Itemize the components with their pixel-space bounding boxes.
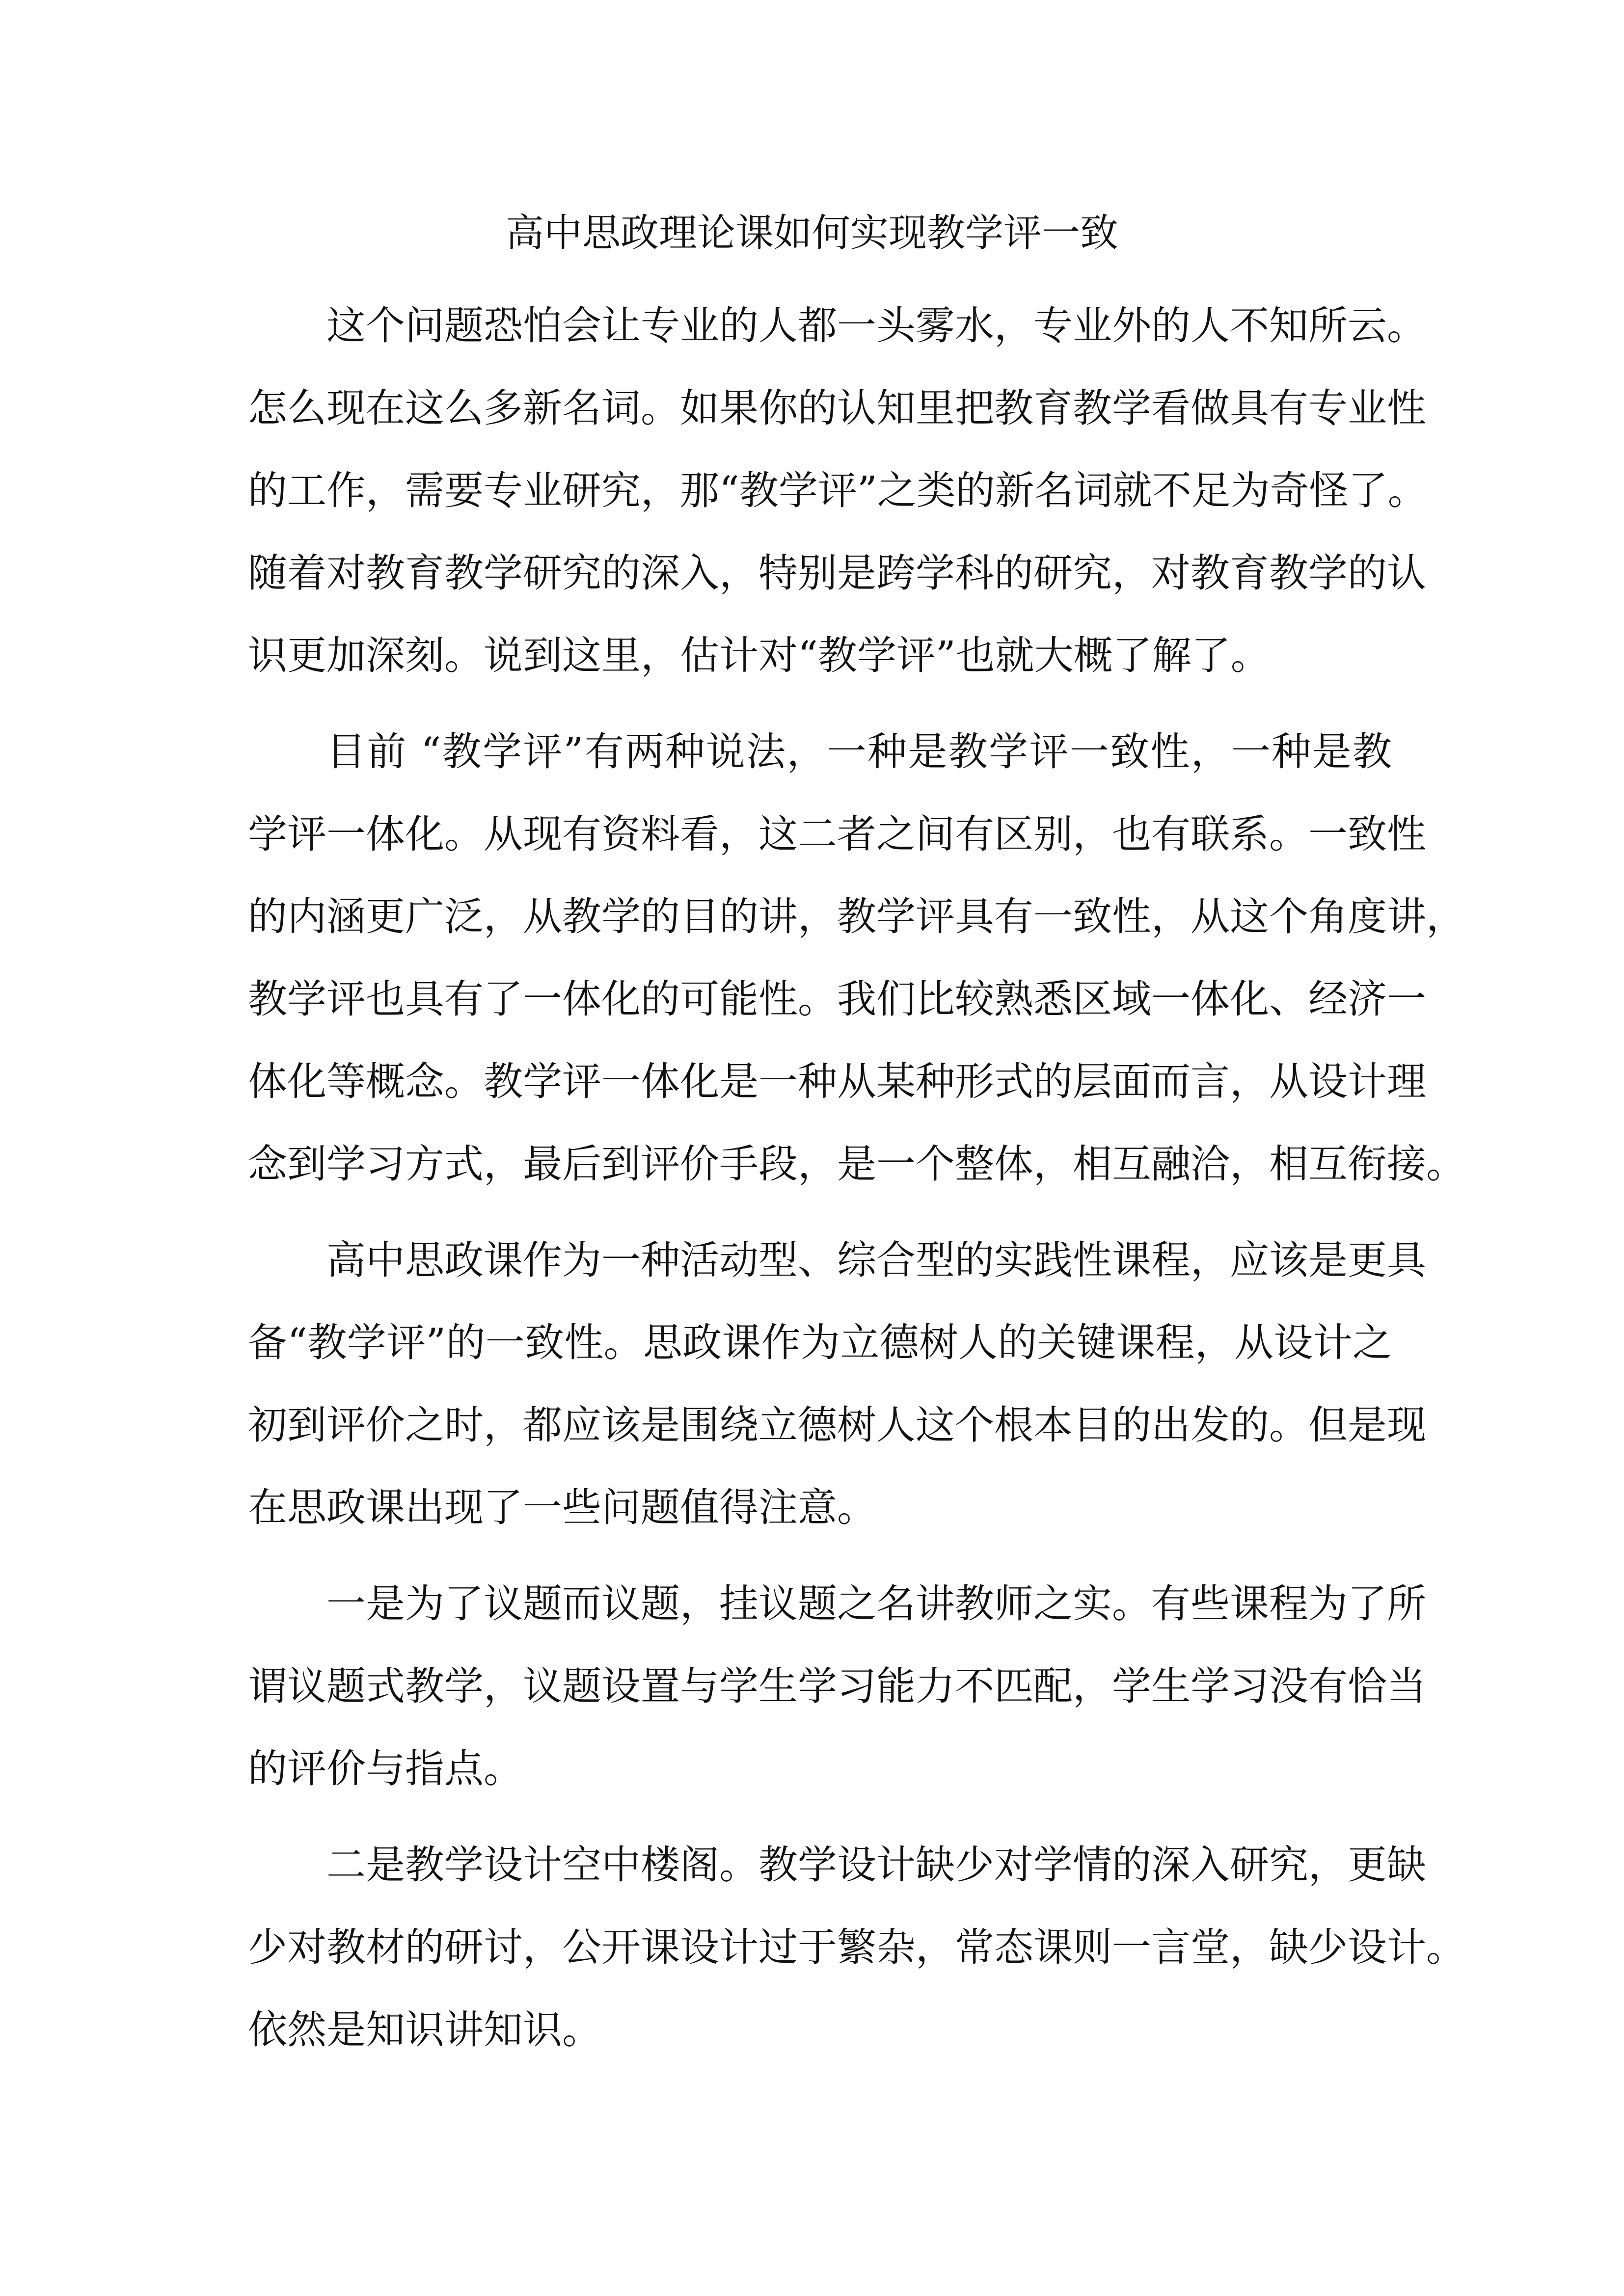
paragraph-line: 二是教学设计空中楼阁。教学设计缺少对学情的深入研究，更缺 xyxy=(326,1842,1426,1888)
paragraph-line: 识更加深刻。说到这里，估计对“教学评”也就大概了解了。 xyxy=(248,633,1270,678)
paragraph-line: 随着对教育教学研究的深入，特别是跨学科的研究，对教育教学的认 xyxy=(248,550,1426,596)
paragraph-line: 体化等概念。教学评一体化是一种从某种形式的层面而言，从设计理 xyxy=(248,1059,1426,1104)
paragraph-4 xyxy=(248,1563,1426,1810)
paragraph-line: 初到评价之时，都应该是围绕立德树人这个根本目的出发的。但是现 xyxy=(248,1402,1426,1448)
paragraph-line: 高中思政课作为一种活动型、综合型的实践性课程，应该是更具 xyxy=(326,1237,1426,1283)
paragraph-5 xyxy=(248,1824,1465,2071)
paragraph-1 xyxy=(248,285,1427,697)
paragraph-line: 教学评也具有了一体化的可能性。我们比较熟悉区域一体化、经济一 xyxy=(248,976,1426,1022)
paragraph-line: 的内涵更广泛，从教学的目的讲，教学评具有一致性，从这个角度讲， xyxy=(248,894,1465,939)
paragraph-line: 少对教材的研讨，公开课设计过于繁杂，常态课则一言堂，缺少设计。 xyxy=(248,1924,1465,1970)
paragraph-line: 谓议题式教学，议题设置与学生学习能力不匹配，学生学习没有恰当 xyxy=(248,1663,1426,1709)
paragraph-line: 这个问题恐怕会让专业的人都一头雾水，专业外的人不知所云。 xyxy=(326,303,1426,348)
paragraph-line: 的工作，需要专业研究，那“教学评”之类的新名词就不足为奇怪了。 xyxy=(248,468,1427,513)
paragraph-3 xyxy=(248,1219,1426,1549)
paragraph-line: 怎么现在这么多新名词。如果你的认知里把教育教学看做具有专业性 xyxy=(248,385,1426,431)
paragraph-line: 依然是知识讲知识。 xyxy=(248,2007,601,2053)
paragraph-line: 备“教学评”的一致性。思政课作为立德树人的关键课程，从设计之 xyxy=(248,1320,1392,1365)
paragraph-line: 学评一体化。从现有资料看，这二者之间有区别，也有联系。一致性 xyxy=(248,811,1426,857)
document-title: 高中思政理论课如何实现教学评一致 xyxy=(505,211,1118,255)
paragraph-2 xyxy=(248,711,1465,1205)
paragraph-line: 在思政课出现了一些问题值得注意。 xyxy=(248,1485,876,1530)
paragraph-line: 一是为了议题而议题，挂议题之名讲教师之实。有些课程为了所 xyxy=(326,1581,1426,1627)
paragraph-line: 的评价与指点。 xyxy=(248,1746,523,1791)
document-body xyxy=(248,285,1465,2085)
paragraph-line: 目前 “教学评”有两种说法，一种是教学评一致性，一种是教 xyxy=(326,729,1392,774)
paragraph-line: 念到学习方式，最后到评价手段，是一个整体，相互融洽，相互衔接。 xyxy=(248,1141,1465,1187)
